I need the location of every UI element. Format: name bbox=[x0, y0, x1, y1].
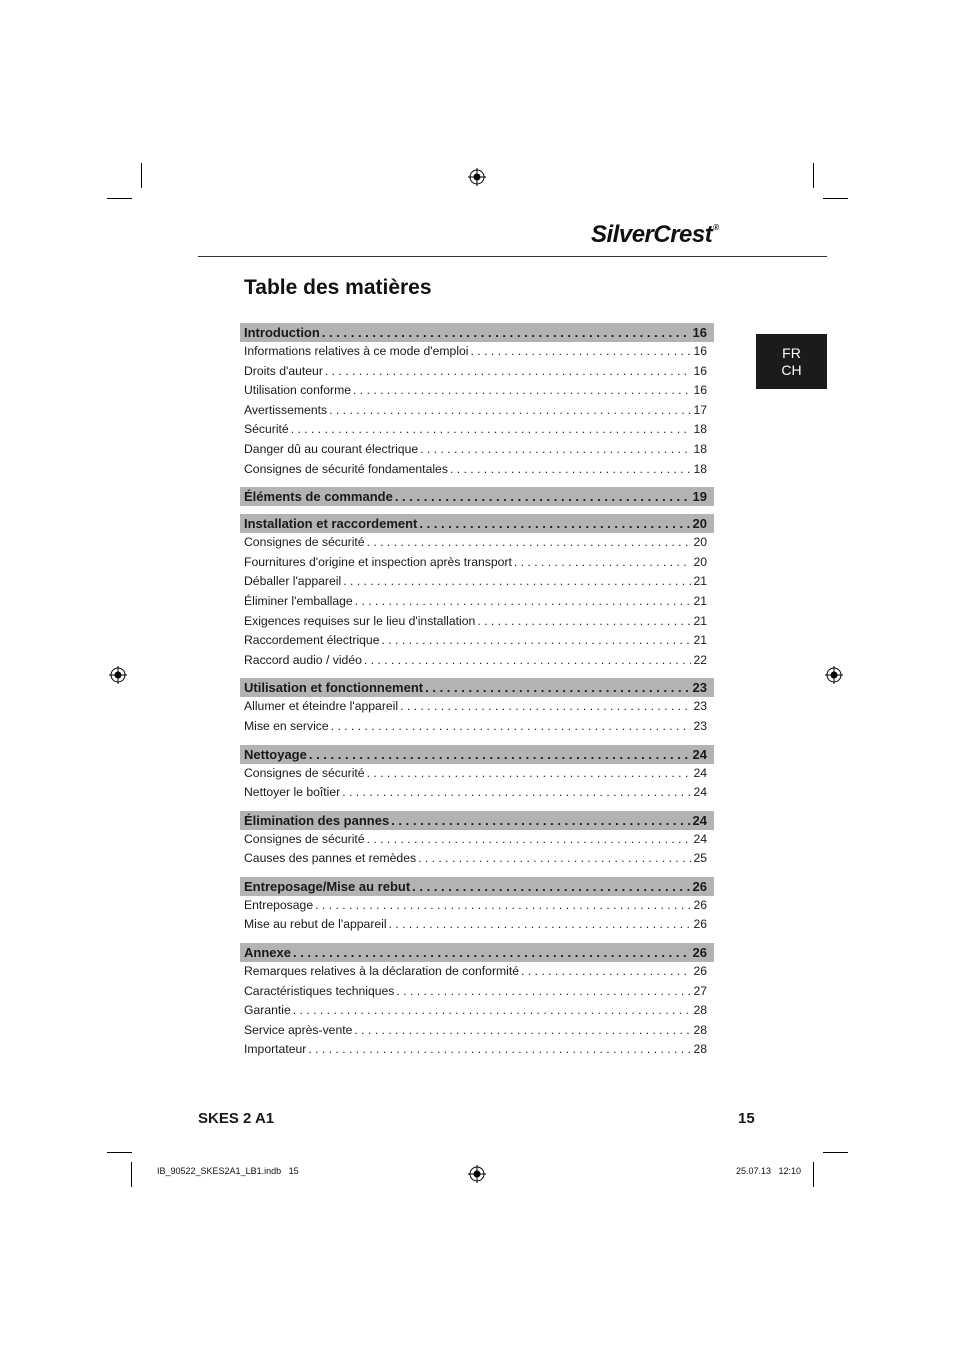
toc-section-page: 16 bbox=[692, 325, 707, 340]
toc-entry[interactable] bbox=[240, 362, 714, 382]
dot-leader bbox=[322, 323, 691, 342]
page-number: 15 bbox=[738, 1110, 755, 1127]
toc-entry-label: Sécurité bbox=[244, 422, 289, 437]
toc-section bbox=[240, 678, 714, 736]
dot-leader bbox=[329, 401, 691, 421]
toc-section-page: 24 bbox=[692, 746, 707, 762]
toc-entry-label: Exigences requises sur le lieu d'installation bbox=[244, 613, 476, 628]
dot-leader bbox=[354, 1021, 691, 1041]
toc-entry-page: 17 bbox=[693, 402, 707, 417]
dot-leader bbox=[450, 460, 692, 480]
toc-entry-label: Raccordement électrique bbox=[244, 633, 380, 648]
toc-entry-page: 23 bbox=[693, 718, 707, 733]
crop-mark bbox=[131, 1162, 132, 1187]
toc-entry[interactable] bbox=[240, 612, 714, 632]
toc-entry-label: Fournitures d'origine et inspection après transport bbox=[244, 554, 512, 569]
toc-entry-page: 24 bbox=[693, 831, 707, 846]
toc-section-page: 20 bbox=[692, 516, 707, 532]
toc-section bbox=[240, 745, 714, 803]
toc-entry-label: Consignes de sécurité bbox=[244, 535, 365, 550]
language-code-ch: CH bbox=[781, 362, 802, 378]
toc-entry-label: Utilisation conforme bbox=[244, 383, 352, 398]
dot-leader bbox=[308, 1040, 691, 1060]
toc-entry-page: 26 bbox=[693, 897, 707, 912]
crop-mark bbox=[813, 163, 814, 188]
toc-entry[interactable] bbox=[240, 1040, 714, 1060]
toc-section-page: 24 bbox=[692, 812, 707, 828]
dot-leader bbox=[367, 764, 692, 784]
dot-leader bbox=[412, 877, 690, 896]
toc-entry-page: 18 bbox=[693, 441, 707, 456]
dot-leader bbox=[353, 381, 691, 401]
dot-leader bbox=[343, 572, 691, 592]
toc-entry-label: Informations relatives à ce mode d'emploi bbox=[244, 344, 469, 358]
toc-entry[interactable] bbox=[240, 440, 714, 460]
toc-entry-page: 16 bbox=[693, 363, 707, 378]
toc-section-page: 26 bbox=[692, 878, 707, 894]
dot-leader bbox=[382, 631, 692, 651]
toc-section-title: Entreposage/Mise au rebut bbox=[244, 878, 411, 894]
registered-mark: ® bbox=[713, 223, 719, 232]
toc-entry-page: 21 bbox=[693, 574, 707, 589]
toc-entry-label: Raccord audio / vidéo bbox=[244, 652, 362, 667]
model-number: SKES 2 A1 bbox=[198, 1110, 275, 1127]
toc-entry-page: 21 bbox=[693, 633, 707, 648]
toc-entry-page: 18 bbox=[693, 422, 707, 437]
language-tab bbox=[756, 334, 827, 389]
toc-section bbox=[240, 877, 714, 935]
toc-entry-page: 20 bbox=[693, 554, 707, 569]
dot-leader bbox=[309, 745, 691, 764]
toc-entry[interactable] bbox=[240, 717, 714, 737]
toc-entry-page: 24 bbox=[693, 765, 707, 780]
toc-entry[interactable] bbox=[240, 896, 714, 916]
toc-entry-page: 18 bbox=[693, 461, 707, 476]
toc-entry[interactable] bbox=[240, 460, 714, 480]
toc-entry-label: Consignes de sécurité bbox=[244, 765, 365, 780]
toc-entry[interactable] bbox=[240, 401, 714, 421]
dot-leader bbox=[395, 487, 691, 506]
toc-entry-label: Consignes de sécurité bbox=[244, 831, 365, 846]
toc-entry[interactable] bbox=[240, 915, 714, 935]
dot-leader bbox=[391, 811, 690, 830]
toc-entry-page: 21 bbox=[693, 613, 707, 628]
dot-leader bbox=[418, 849, 691, 869]
toc-section-title: Introduction bbox=[244, 325, 320, 340]
dot-leader bbox=[367, 533, 692, 553]
toc-section-title: Installation et raccordement bbox=[244, 516, 418, 532]
toc-section-header[interactable] bbox=[240, 323, 714, 342]
table-of-contents bbox=[240, 323, 714, 1068]
dot-leader bbox=[420, 440, 691, 460]
dot-leader bbox=[521, 962, 691, 982]
crop-mark bbox=[823, 198, 848, 199]
toc-entry-label: Caractéristiques techniques bbox=[244, 983, 395, 998]
toc-entry[interactable] bbox=[240, 783, 714, 803]
toc-entry[interactable] bbox=[240, 830, 714, 850]
toc-section bbox=[240, 514, 714, 670]
toc-entry-page: 22 bbox=[693, 652, 707, 667]
toc-entry-label: Garantie bbox=[244, 1003, 291, 1018]
toc-entry[interactable] bbox=[240, 1001, 714, 1021]
toc-entry-page: 26 bbox=[693, 964, 707, 979]
dot-leader bbox=[331, 717, 692, 737]
toc-section bbox=[240, 943, 714, 1060]
print-slug-date: 25.07.13 12:10 bbox=[736, 1166, 802, 1176]
toc-entry-page: 25 bbox=[693, 851, 707, 866]
toc-section-header[interactable] bbox=[240, 811, 714, 830]
dot-leader bbox=[419, 514, 690, 533]
toc-section-title: Annexe bbox=[244, 945, 291, 961]
toc-entry-page: 16 bbox=[693, 344, 707, 358]
toc-entry-label: Causes des pannes et remèdes bbox=[244, 851, 417, 866]
toc-section-header[interactable] bbox=[240, 487, 714, 506]
crop-mark bbox=[107, 198, 132, 199]
print-slug-file: IB_90522_SKES2A1_LB1.indb 15 bbox=[157, 1166, 299, 1176]
header-rule bbox=[198, 256, 827, 257]
toc-entry-page: 28 bbox=[693, 1003, 707, 1018]
dot-leader bbox=[367, 830, 692, 850]
crop-mark bbox=[107, 1152, 132, 1153]
toc-entry[interactable] bbox=[240, 849, 714, 869]
registration-mark-icon bbox=[825, 666, 843, 684]
toc-entry-label: Nettoyer le boîtier bbox=[244, 785, 341, 800]
toc-section-title: Nettoyage bbox=[244, 746, 307, 762]
dot-leader bbox=[400, 697, 691, 717]
dot-leader bbox=[477, 612, 691, 632]
toc-section-title: Utilisation et fonctionnement bbox=[244, 680, 424, 696]
toc-entry-page: 26 bbox=[693, 917, 707, 932]
toc-section bbox=[240, 487, 714, 506]
toc-entry-label: Danger dû au courant électrique bbox=[244, 441, 419, 456]
toc-entry-page: 23 bbox=[693, 699, 707, 714]
toc-entry-page: 28 bbox=[693, 1042, 707, 1057]
toc-entry-label: Mise en service bbox=[244, 718, 329, 733]
crop-mark bbox=[813, 1162, 814, 1187]
toc-entry[interactable] bbox=[240, 553, 714, 573]
toc-entry-label: Allumer et éteindre l'appareil bbox=[244, 699, 399, 714]
language-code-fr: FR bbox=[782, 345, 801, 361]
toc-entry-label: Éliminer l'emballage bbox=[244, 593, 353, 608]
toc-section bbox=[240, 811, 714, 869]
brand-logo bbox=[591, 221, 719, 249]
toc-entry-page: 24 bbox=[693, 785, 707, 800]
toc-entry[interactable] bbox=[240, 592, 714, 612]
toc-entry-label: Droits d'auteur bbox=[244, 363, 323, 378]
dot-leader bbox=[355, 592, 692, 612]
toc-entry-label: Service après-vente bbox=[244, 1022, 353, 1037]
toc-entry[interactable] bbox=[240, 651, 714, 671]
toc-section-page: 23 bbox=[692, 680, 707, 696]
dot-leader bbox=[396, 982, 691, 1002]
dot-leader bbox=[342, 783, 691, 803]
dot-leader bbox=[425, 678, 690, 697]
toc-entry[interactable] bbox=[240, 381, 714, 401]
toc-entry[interactable] bbox=[240, 962, 714, 982]
toc-section bbox=[240, 323, 714, 479]
toc-section-header[interactable] bbox=[240, 514, 714, 533]
toc-entry[interactable] bbox=[240, 764, 714, 784]
toc-entry-page: 28 bbox=[693, 1022, 707, 1037]
toc-entry-label: Avertissements bbox=[244, 402, 328, 417]
toc-entry-page: 27 bbox=[693, 983, 707, 998]
toc-entry-label: Remarques relatives à la déclaration de conformité bbox=[244, 964, 520, 979]
toc-entry-page: 21 bbox=[693, 593, 707, 608]
toc-entry-label: Mise au rebut de l'appareil bbox=[244, 917, 387, 932]
toc-entry[interactable] bbox=[240, 697, 714, 717]
toc-entry-label: Entreposage bbox=[244, 897, 314, 912]
toc-section-header[interactable] bbox=[240, 943, 714, 962]
dot-leader bbox=[293, 1001, 692, 1021]
toc-entry-label: Consignes de sécurité fondamentales bbox=[244, 461, 448, 476]
dot-leader bbox=[389, 915, 692, 935]
toc-section-title: Élimination des pannes bbox=[244, 812, 390, 828]
toc-section-header[interactable] bbox=[240, 877, 714, 896]
toc-entry-page: 20 bbox=[693, 535, 707, 550]
toc-entry[interactable] bbox=[240, 572, 714, 592]
brand-logo-text: SilverCrest bbox=[591, 221, 713, 248]
crop-mark bbox=[823, 1152, 848, 1153]
dot-leader bbox=[291, 420, 692, 440]
registration-mark-icon bbox=[468, 168, 486, 186]
toc-entry[interactable] bbox=[240, 420, 714, 440]
toc-entry[interactable] bbox=[240, 631, 714, 651]
toc-section-header[interactable] bbox=[240, 678, 714, 697]
toc-entry-page: 16 bbox=[693, 383, 707, 398]
dot-leader bbox=[471, 342, 692, 362]
toc-entry[interactable] bbox=[240, 982, 714, 1002]
registration-mark-icon bbox=[468, 1165, 486, 1183]
page-title: Table des matières bbox=[244, 276, 432, 299]
toc-entry-label: Importateur bbox=[244, 1042, 307, 1057]
dot-leader bbox=[325, 362, 692, 382]
toc-section-page: 19 bbox=[692, 489, 707, 505]
toc-entry[interactable] bbox=[240, 1021, 714, 1041]
toc-entry[interactable] bbox=[240, 342, 714, 362]
toc-section-title: Éléments de commande bbox=[244, 489, 393, 505]
dot-leader bbox=[364, 651, 692, 671]
toc-entry-label: Déballer l'appareil bbox=[244, 574, 342, 589]
toc-section-header[interactable] bbox=[240, 745, 714, 764]
dot-leader bbox=[514, 553, 692, 573]
registration-mark-icon bbox=[109, 666, 127, 684]
dot-leader bbox=[293, 943, 691, 962]
toc-section-page: 26 bbox=[692, 945, 707, 961]
dot-leader bbox=[315, 896, 691, 916]
crop-mark bbox=[141, 163, 142, 188]
toc-entry[interactable] bbox=[240, 533, 714, 553]
